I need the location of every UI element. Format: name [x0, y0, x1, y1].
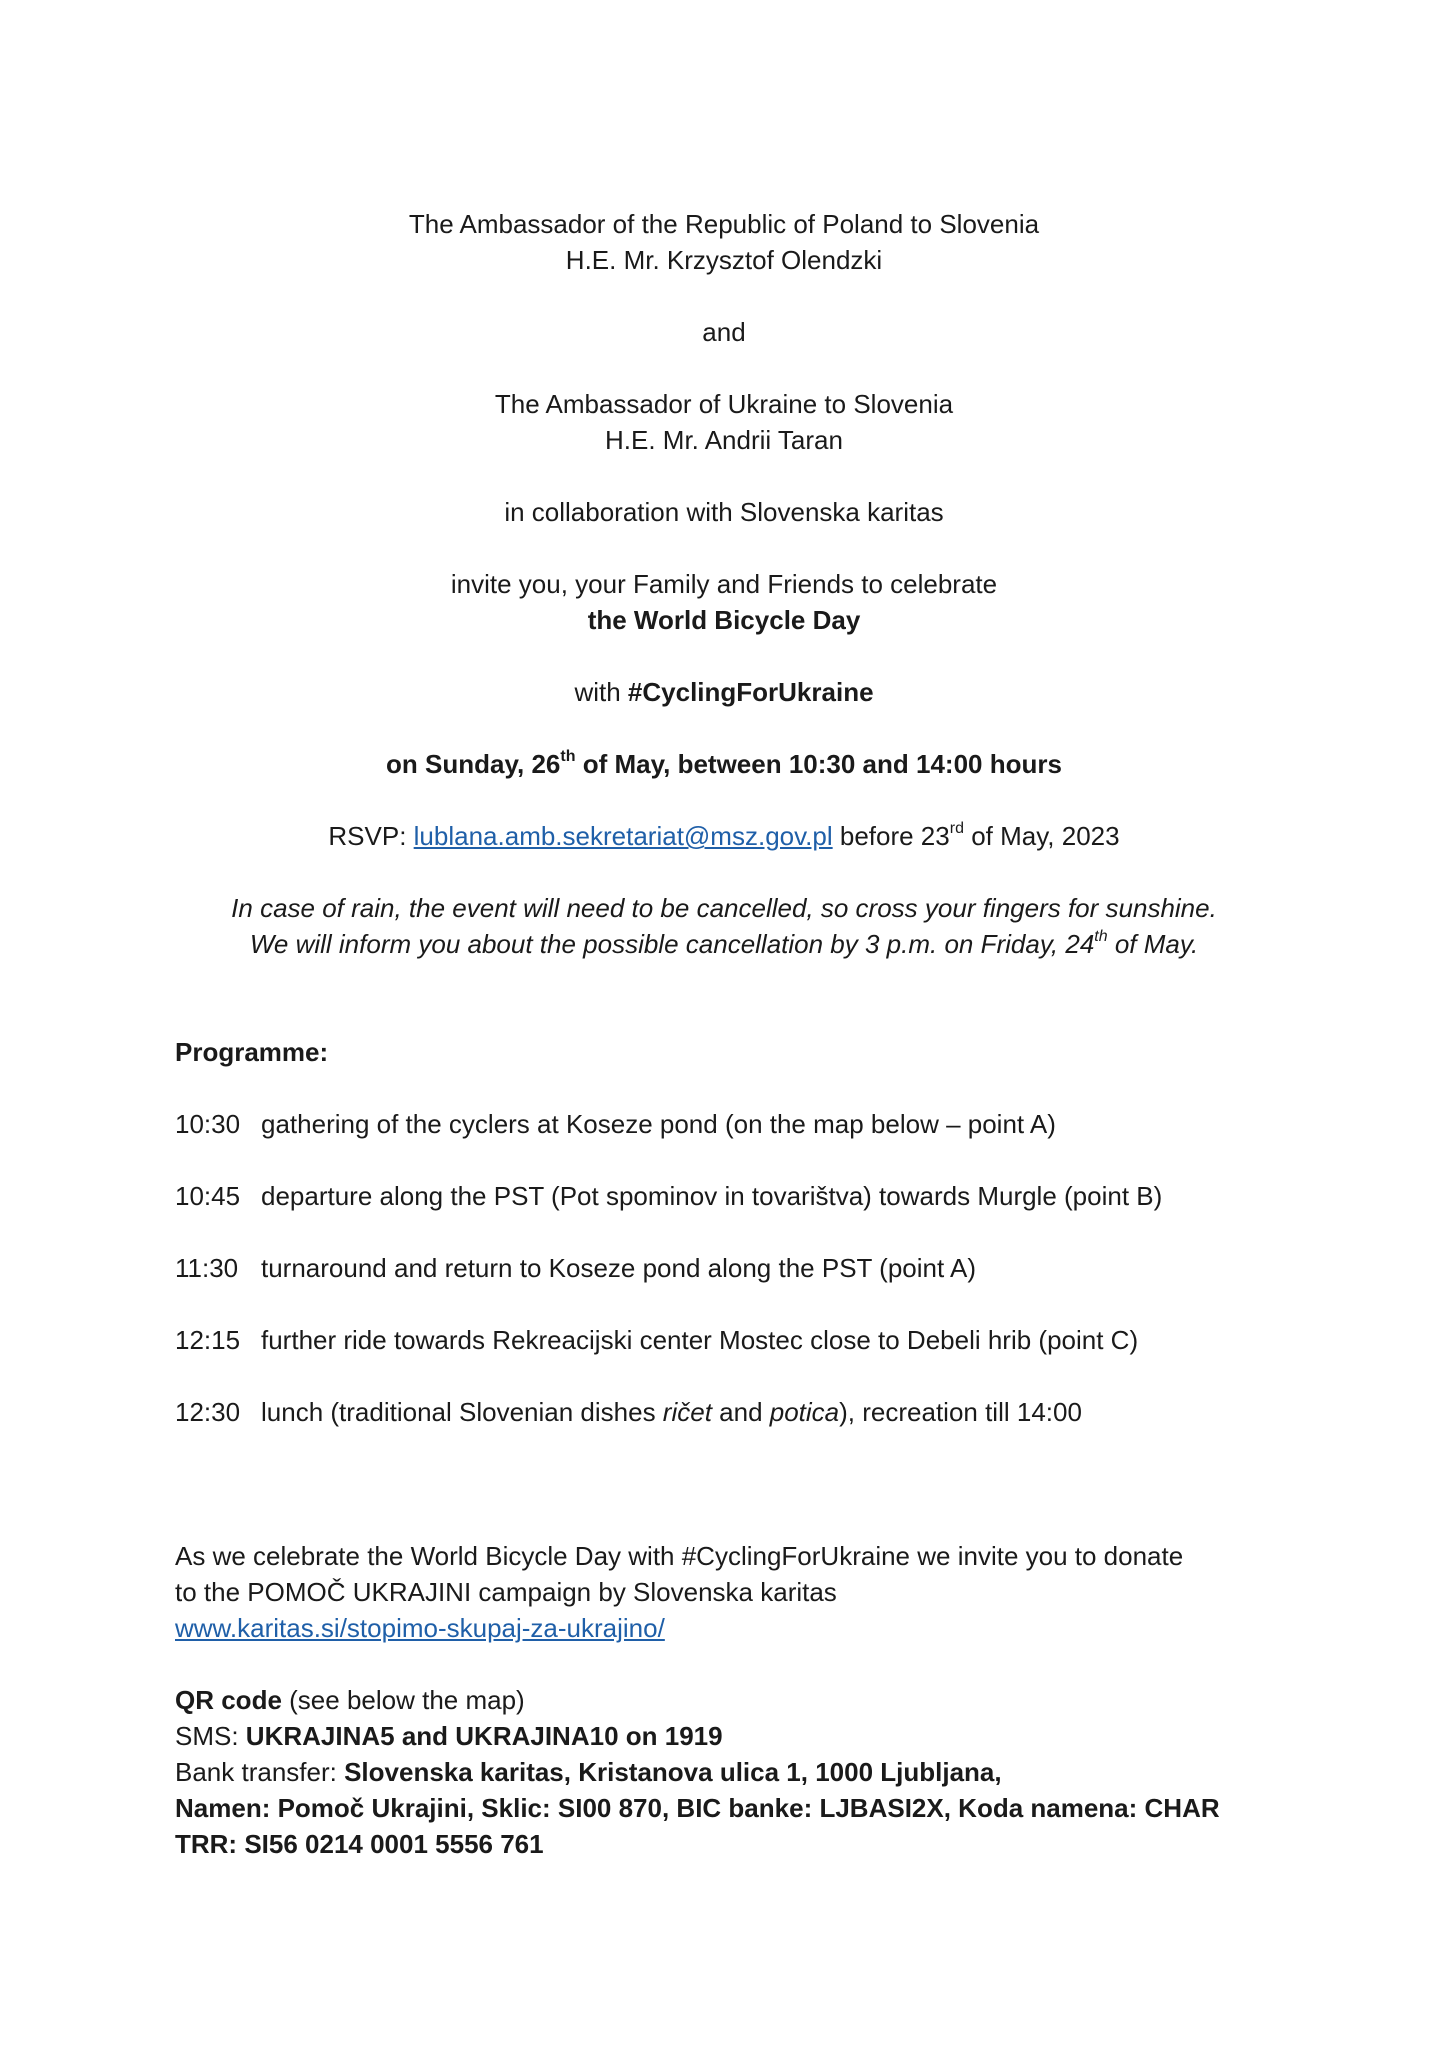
hashtag: #CyclingForUkraine — [627, 677, 874, 707]
donation-paragraph — [175, 1538, 1295, 1646]
trr-line: TRR: SI56 0214 0001 5556 761 — [175, 1829, 544, 1859]
programme-item-lunch — [175, 1394, 1295, 1430]
host-poland — [160, 206, 1288, 278]
purpose-line: Namen: Pomoč Ukrajini, Sklic: SI00 870, BIC banke: LJBASI2X, Koda namena: CHAR — [175, 1793, 1220, 1823]
invitation-text — [160, 566, 1288, 638]
programme-text: turnaround and return to Koseze pond along the PST (point A) — [261, 1253, 976, 1283]
hashtag-line — [160, 674, 1288, 710]
qr-label: QR code — [175, 1685, 282, 1715]
programme-item — [175, 1250, 1295, 1286]
lunch-text-b: and — [711, 1397, 770, 1427]
rsvp-label: RSVP: — [328, 821, 414, 851]
and-text: and — [702, 317, 746, 347]
rain-notice-sup: th — [1094, 928, 1108, 946]
donation-line1: As we celebrate the World Bicycle Day with #CyclingForUkraine we invite you to donate — [175, 1541, 1184, 1571]
rsvp-after: of May, 2023 — [963, 821, 1120, 851]
invite-line: invite you, your Family and Friends to celebrate — [450, 569, 998, 599]
bank-label: Bank transfer: — [175, 1757, 345, 1787]
rsvp-line — [160, 818, 1288, 854]
sms-line — [175, 1718, 1295, 1754]
programme-time: 10:30 — [175, 1109, 241, 1139]
lunch-text-a: lunch (traditional Slovenian dishes — [261, 1397, 663, 1427]
event-name: the World Bicycle Day — [587, 605, 861, 635]
date-suffix: of May, between 10:30 and 14:00 hours — [575, 749, 1062, 779]
bank-line — [175, 1754, 1295, 1790]
sms-value: UKRAJINA5 and UKRAJINA10 on 1919 — [245, 1721, 723, 1751]
programme-title: Programme: — [175, 1037, 329, 1067]
programme-time: 11:30 — [175, 1253, 239, 1283]
programme-item — [175, 1106, 1295, 1142]
rain-notice-line2 — [160, 926, 1288, 962]
host-ukraine-name: H.E. Mr. Andrii Taran — [605, 425, 843, 455]
programme-time: 10:45 — [175, 1181, 241, 1211]
rsvp-before: before 23 — [832, 821, 950, 851]
rain-notice-line2-prefix: We will inform you about the possible cancellation by 3 p.m. on Friday, 24 — [249, 929, 1095, 959]
rain-notice-line2-suffix: of May. — [1107, 929, 1199, 959]
donation-url-link[interactable]: www.karitas.si/stopimo-skupaj-za-ukrajino/ — [175, 1613, 665, 1643]
programme-text: departure along the PST (Pot spominov in tovarištva) towards Murgle (point B) — [261, 1181, 1163, 1211]
date-line — [160, 746, 1288, 782]
host-ukraine — [160, 386, 1288, 458]
qr-note: (see below the map) — [281, 1685, 525, 1715]
programme-item — [175, 1178, 1295, 1214]
payment-details — [175, 1682, 1295, 1862]
programme-item — [175, 1322, 1295, 1358]
host-poland-title: The Ambassador of the Republic of Poland to Slovenia — [408, 209, 1040, 239]
qr-line — [175, 1682, 1295, 1718]
programme-text: further ride towards Rekreacijski center Mostec close to Debeli hrib (point C) — [261, 1325, 1139, 1355]
programme-text: gathering of the cyclers at Koseze pond (on the map below – point A) — [261, 1109, 1056, 1139]
rsvp-sup: rd — [949, 820, 964, 838]
host-poland-name: H.E. Mr. Krzysztof Olendzki — [565, 245, 883, 275]
collaboration-text: in collaboration with Slovenska karitas — [504, 497, 944, 527]
lunch-text-c: ), recreation till 14:00 — [839, 1397, 1082, 1427]
with-text: with — [574, 677, 628, 707]
programme-time: 12:30 — [175, 1397, 241, 1427]
rain-notice — [160, 890, 1288, 962]
programme-time: 12:15 — [175, 1325, 241, 1355]
date-sup: th — [560, 748, 576, 766]
sms-label: SMS: — [175, 1721, 246, 1751]
host-ukraine-title: The Ambassador of Ukraine to Slovenia — [494, 389, 954, 419]
dish-potica: potica — [769, 1397, 840, 1427]
dish-ricet: ričet — [662, 1397, 712, 1427]
date-prefix: on Sunday, 26 — [386, 749, 561, 779]
donation-line2: to the POMOČ UKRAJINI campaign by Slovenska karitas — [175, 1577, 837, 1607]
bank-value: Slovenska karitas, Kristanova ulica 1, 1000 Ljubljana, — [344, 1757, 1002, 1787]
rain-notice-line1: In case of rain, the event will need to be cancelled, so cross your fingers for sunshine. — [231, 893, 1217, 923]
rsvp-email-link[interactable]: lublana.amb.sekretariat@msz.gov.pl — [413, 821, 833, 851]
